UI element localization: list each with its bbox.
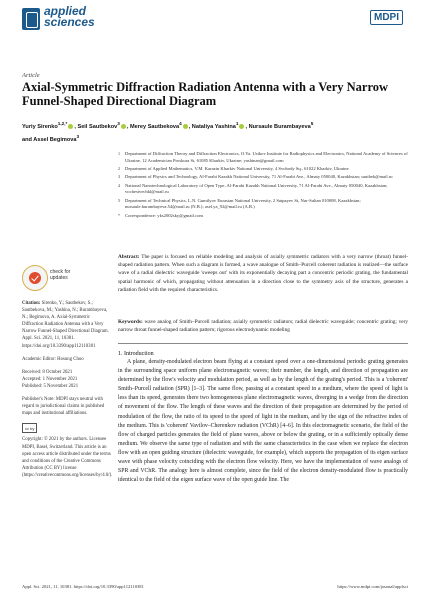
journal-name [44,6,95,28]
affiliation-item: 4 National Nanotechnological Laboratory of Open Type, Al-Farabi Kazakh National University, 71 Al-Farabi Ave., Almaty 050040, Kazakhstan; vochestvechkl@mail.ru [118,182,388,195]
cc-by-license-icon[interactable]: cc by [22,423,37,433]
correspondence: * Correspondence: yks2002sky@gmail.com [118,212,203,218]
orcid-icon[interactable] [183,124,188,129]
sidebar [22,300,112,485]
author[interactable]: and Assel Begimova$^3$ [22,133,80,143]
keywords-label: Keywords: [118,319,143,325]
orcid-icon[interactable] [239,124,244,129]
orcid-icon[interactable] [68,124,73,129]
author[interactable]: Yuriy Sirenko$^{1,2,*}$ [22,121,68,130]
article-title: Axial-Symmetric Diffraction Radiation Antenna with a Very Narrow Funnel-Shaped Directional Diagram [22,80,389,108]
author-list: Yuriy Sirenko$^{1,2,*}$, Seil Sautbekov$^3$, Merey Sautbekova$^4$, Nataliya Yashina$^1$, Nursaule Burambayeva$^5$ and Assel Begimova$^3$ [22,121,314,143]
academic-editor: Academic Editor: Hosung Choo [22,356,84,362]
footer-citation[interactable]: Appl. Sci. 2021, 11, 10381. https://doi.org/10.3390/app112110381 [22,584,144,589]
journal-logo-icon [22,8,40,30]
citation: Citation: Sirenko, Y.; Sautbekov, S.; Sautbekova, M.; Yashina, N.; Burambayeva, N.; Begimova, A. Axial-Symmetric Diffraction Radiation Antenna with a Very Narrow Funnel-Shaped Directional Diagram. Appl. Sci. 2021, 11, 10381. https://doi.org/10.3390/app112110381 [22,301,109,349]
copyright-notice: Copyright: © 2021 by the authors. Licensee MDPI, Basel, Switzerland. This article is an open access article distributed under the terms and conditions of the Creative Commons Attribution (CC BY) license (https://creativecommons.org/licenses/by/4.0/). [22,437,113,478]
keywords-text: wave analog of Smith–Purcell radiation; axially symmetric radiators; radial dielectric waveguide; concentric grating; very narrow throat funnel-shaped radiation pattern; rigorous electrodynamic modeling [118,319,408,334]
journal-name-line2: sciences [44,15,95,29]
page-footer [22,584,408,589]
abstract-text: The paper is focused on reliable modeling and analysis of axially symmetric radiators with a very narrow (throat) funnel-shaped radiation pattern. When such a diagram is formed, a wave analogue of Smith–Purcell coherent radiation is realized—the surface wave of a radial dielectric waveguide 'sweeps out' with its exponentially decaying part a concentric periodic grating, the fundamental spatial harmonic of which, propagating without attenuation in a direction close to the symmetry axis of the structure, generates a radiation field with the required characteristics. [118,254,408,293]
article-type: Article [22,72,40,79]
author[interactable]: Merey Sautbekova$^4$ [129,121,182,130]
author[interactable]: Seil Sautbekov$^3$ [77,121,120,130]
body-paragraph: A plane, density-modulated electron beam flying at a constant speed over a one-dimensional periodic grating generates in the surrounding space uniform plane electromagnetic waves; their number, the length, and direction of propagation are determined by the flow's velocity and modulation period, as well as by the length of the grating's period. This is a 'coherent' Smith–Purcell radiation (SPR) [1–3]. The same flow, passing at a constant speed in a medium, where the speed of light is less than its speed, generates there two homogeneous plane electromagnetic waves, diverging in a wedge from the direction of movement of the flow. The length of these waves and the direction of their propagation are determined by the period of modulation of the flow, the ratio of its speed to the speed of light in the medium, and by the sign of the refractive index of the medium. This is 'coherent' Vavilov–Cherenkov radiation (VChR) [4–6]. In this electromagnetic scenario, the field of the flow of charged particles generates the field of plane waves, above or below the grating, or in a sufficiently optically dense medium. We observe the same type of radiation and with the same characteristics in the case when we replace the electron flow with an open guiding structure (dielectric waveguide, for example), which supports the propagation of its eigen surface wave with phase velocity coinciding with the electron flow velocity. Here, we have the implementation of wave analogs of SPR and VChR. The analogy here is almost complete, since the field of the electron density-modulated flow is practically identical to the field of the eigen surface wave of the open guide line. The [118,359,408,484]
dates: Received: 8 October 2021 Accepted: 1 November 2021 Published: 5 November 2021 [22,369,79,389]
affiliation-item: 5 Department of Technical Physics, L.N. Gumilyov Eurasian National University, 2 Satpayev St, Nur-Sultan 010008, Kazakhstan; nursaule.burambayeva.54@mail.ru (N.B.); asel.ya_92@mail.ru (A.B.) [118,197,361,210]
publisher-note: Publisher's Note: MDPI stays neutral with regard to jurisdictional claims in published maps and institutional affiliations. [22,397,105,417]
footer-journal-link[interactable]: https://www.mdpi.com/journal/applsci [337,584,408,589]
orcid-icon[interactable] [121,124,126,129]
affiliations [118,151,408,221]
abstract [118,253,408,294]
author[interactable]: Nataliya Yashina$^1$ [191,121,239,130]
affiliation-item: 2 Department of Applied Mathematics, V.M. Karazin Kharkiv National University, 4 Svobody Sq., 61022 Kharkiv, Ukraine [118,165,349,171]
publisher-logo[interactable]: MDPI [370,10,403,25]
journal-name-line1: applied [44,4,87,18]
abstract-label: Abstract: [118,254,140,260]
check-for-updates-label[interactable]: check for updates [50,269,71,281]
check-for-updates-icon[interactable] [22,265,48,291]
author[interactable]: Nursaule Burambayeva$^5$ [248,121,314,130]
affiliation-item: 3 Department of Physics and Technology, Al-Farabi Kazakh National University, 71 Al-Farabi Ave., Almaty 050040, Kazakhstan; sautbek@mail.ru [118,174,393,180]
section-heading: 1. Introduction [118,351,154,357]
keywords [118,318,408,334]
divider [118,343,408,344]
affiliation-item: 1 Department of Diffraction Theory and Diffraction Electronics, O.Ya. Usikov Institute for Radiophysics and Electronics, National Academy of Sciences of Ukraine, 12 Academician Proskura St, 61085 Kharkiv, Ukraine; yashinan@gmail.com [118,151,408,163]
